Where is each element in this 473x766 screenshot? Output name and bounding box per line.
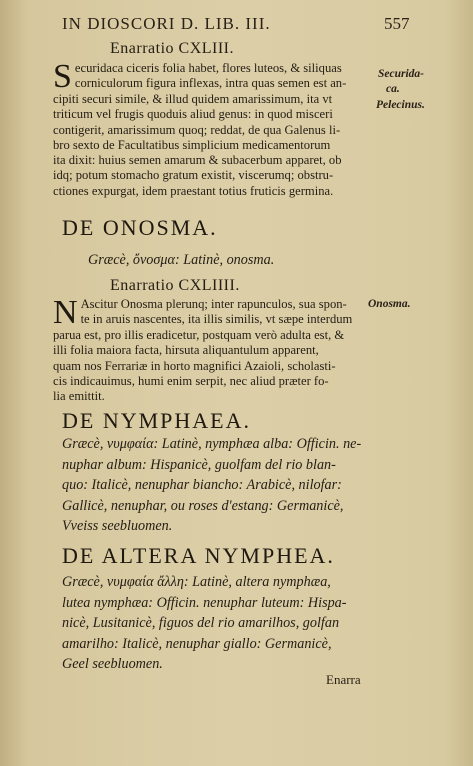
names-altera-nymphea xyxy=(62,572,374,675)
enarratio-heading-onosma: Enarratio CXLIIII. xyxy=(110,277,240,294)
margin-note-onosma: Onosma. xyxy=(368,298,411,310)
section-heading-nymphaea: DE NYMPHAEA. xyxy=(62,408,251,433)
text-line: Græcè, νυμφαία: Latinè, nymphæa alba: Officin. ne- xyxy=(62,436,362,452)
section-heading-altera-nymphea: DE ALTERA NYMPHEA. xyxy=(62,543,335,568)
text-line: nicè, Lusitanicè, figuos del rio amarilhos, golfan xyxy=(62,615,340,631)
text-line: idq; potum stomacho gratum existit, viscerumq; obstru- xyxy=(53,168,334,183)
enarratio-heading-securidaca: Enarratio CXLIII. xyxy=(110,40,235,57)
running-head: IN DIOSCORI D. LIB. III. xyxy=(62,14,271,33)
section-heading-onosma: DE ONOSMA. xyxy=(62,215,218,240)
text-line: contigerit, amarissimum quoq; reddat, de qua Galenus li- xyxy=(53,122,341,137)
text-line: te in aruis nascentes, ita illis similis, vt sæpe interdum xyxy=(80,312,353,327)
names-onosma: Græcè, ὄνοσμα: Latinè, onosma. xyxy=(88,252,275,268)
margin-note-pelecinus: Pelecinus. xyxy=(376,99,425,111)
text-line: ecuridaca ciceris folia habet, flores luteos, & siliquas xyxy=(74,61,342,75)
margin-note-securidaca: Securida- ca. xyxy=(378,68,424,95)
text-line: ita dixit: huius semen amarum & subacerbum apparet, ob xyxy=(53,153,342,168)
text-line: amarilho: Italicè, nenuphar giallo: Germanicè, xyxy=(62,635,332,652)
text-line: illi folia maiora facta, hirsuta aliquantulum apparent, xyxy=(53,343,319,358)
paragraph-onosma xyxy=(53,294,371,404)
text-line: Ascitur Onosma plerunq; inter rapunculos, sua spon- xyxy=(80,297,347,311)
text-line: cipiti securi simile, & illud quidem amarissimum, ita vt xyxy=(53,92,333,106)
text-line: cis indicauimus, humi enim serpit, nec aliud præter fo- xyxy=(53,373,329,388)
dropcap-s: S xyxy=(53,58,72,95)
text-line: triticum vel frugis quoduis aliud genus: in quod misceri xyxy=(53,107,333,122)
catchword: Enarra xyxy=(326,672,361,687)
text-line: quo: Italicè, nenuphar biancho: Arabicè, nilofar: xyxy=(62,477,342,493)
text-line: corniculorum figura inflexas, intra quas semen est an- xyxy=(74,76,347,91)
text-line: Gallicè, nenuphar, ou roses d'estang: Germanicè, xyxy=(62,497,344,514)
paragraph-securidaca xyxy=(53,58,371,199)
text-line: bro sexto de Facultatibus simplicium medicamentorum xyxy=(53,137,331,152)
text-line: parua est, pro illis eradicetur, postquam verò adulta est, & xyxy=(53,328,345,342)
text-line: quam nos Ferrariæ in horto magnifici Azaioli, scholasti- xyxy=(53,358,336,373)
text-line: nuphar album: Hispanicè, guolfam del rio blan- xyxy=(62,456,336,473)
text-line: lutea nymphæa: Officin. nenuphar luteum: Hispa- xyxy=(62,594,347,611)
names-nymphaea xyxy=(62,434,374,537)
text-line: lia emittit. xyxy=(53,389,105,404)
text-line: Vveiss seebluomen. xyxy=(62,518,173,534)
text-line: Græcè, νυμφαία ἄλλη: Latinè, altera nymphæa, xyxy=(62,574,331,590)
text-line: Geel seebluomen. xyxy=(62,656,163,672)
dropcap-n: N xyxy=(53,294,78,331)
text-line: ctiones expurgat, idem praestant totius fruticis germina. xyxy=(53,183,334,198)
page-number: 557 xyxy=(384,14,410,33)
